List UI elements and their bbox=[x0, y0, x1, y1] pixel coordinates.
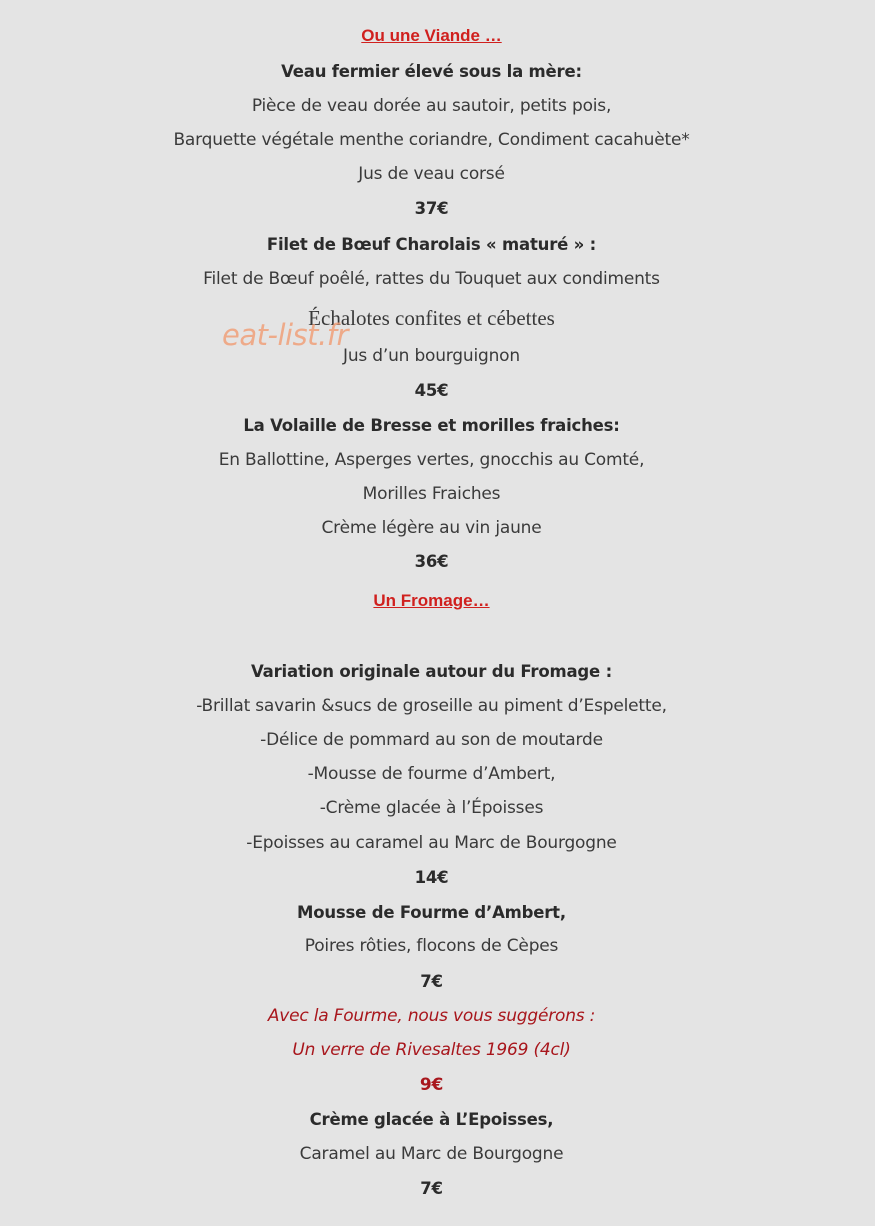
dish-desc-variation-5: -Epoisses au caramel au Marc de Bourgogne bbox=[246, 833, 617, 853]
dish-desc-veau-3: Jus de veau corsé bbox=[358, 164, 505, 184]
dish-title-creme-glacee: Crème glacée à L’Epoisses, bbox=[309, 1110, 554, 1129]
dish-desc-veau-1: Pièce de veau dorée au sautoir, petits pois, bbox=[251, 96, 612, 116]
wine-suggestion-intro: Avec la Fourme, nous vous suggérons : bbox=[267, 1006, 596, 1026]
dish-title-mousse-fourme: Mousse de Fourme d’Ambert, bbox=[297, 903, 566, 922]
dish-desc-variation-4: -Crème glacée à l’Époisses bbox=[319, 798, 544, 818]
dish-desc-veau-2: Barquette végétale menthe coriandre, Condiment cacahuète* bbox=[173, 130, 690, 150]
dish-title-boeuf: Filet de Bœuf Charolais « maturé » : bbox=[266, 235, 597, 254]
dish-price-variation: 14€ bbox=[414, 868, 449, 887]
dish-desc-volaille-2: Morilles Fraiches bbox=[362, 484, 501, 504]
watermark-logo: eat-list.fr bbox=[222, 318, 348, 352]
section-heading-viande: Ou une Viande … bbox=[361, 26, 502, 45]
dish-title-volaille: La Volaille de Bresse et morilles fraiches: bbox=[243, 416, 620, 435]
dish-price-boeuf: 45€ bbox=[414, 381, 449, 400]
dish-price-volaille: 36€ bbox=[414, 552, 449, 571]
dish-desc-variation-2: -Délice de pommard au son de moutarde bbox=[260, 730, 603, 750]
dish-desc-boeuf-3: Jus d’un bourguignon bbox=[343, 346, 520, 366]
dish-price-veau: 37€ bbox=[414, 199, 449, 218]
wine-suggestion-name: Un verre de Rivesaltes 1969 (4cl) bbox=[292, 1040, 571, 1060]
dish-desc-creme-glacee-1: Caramel au Marc de Bourgogne bbox=[299, 1144, 564, 1164]
dish-desc-mousse-fourme-1: Poires rôties, flocons de Cèpes bbox=[304, 936, 559, 956]
dish-desc-boeuf-2: Échalotes confites et cébettes bbox=[308, 306, 555, 330]
dish-title-veau: Veau fermier élevé sous la mère: bbox=[281, 62, 582, 81]
dish-price-creme-glacee: 7€ bbox=[420, 1179, 443, 1198]
dish-desc-volaille-3: Crème légère au vin jaune bbox=[321, 518, 542, 538]
dish-desc-variation-3: -Mousse de fourme d’Ambert, bbox=[307, 764, 556, 784]
dish-title-variation: Variation originale autour du Fromage : bbox=[251, 662, 612, 681]
section-heading-fromage: Un Fromage… bbox=[373, 591, 490, 610]
dish-desc-variation-1: -Brillat savarin &sucs de groseille au piment d’Espelette, bbox=[196, 696, 667, 716]
dish-desc-boeuf-1: Filet de Bœuf poêlé, rattes du Touquet aux condiments bbox=[203, 269, 660, 289]
wine-suggestion-price: 9€ bbox=[419, 1075, 444, 1095]
dish-desc-volaille-1: En Ballottine, Asperges vertes, gnocchis au Comté, bbox=[218, 450, 645, 470]
dish-price-mousse-fourme: 7€ bbox=[420, 972, 443, 991]
